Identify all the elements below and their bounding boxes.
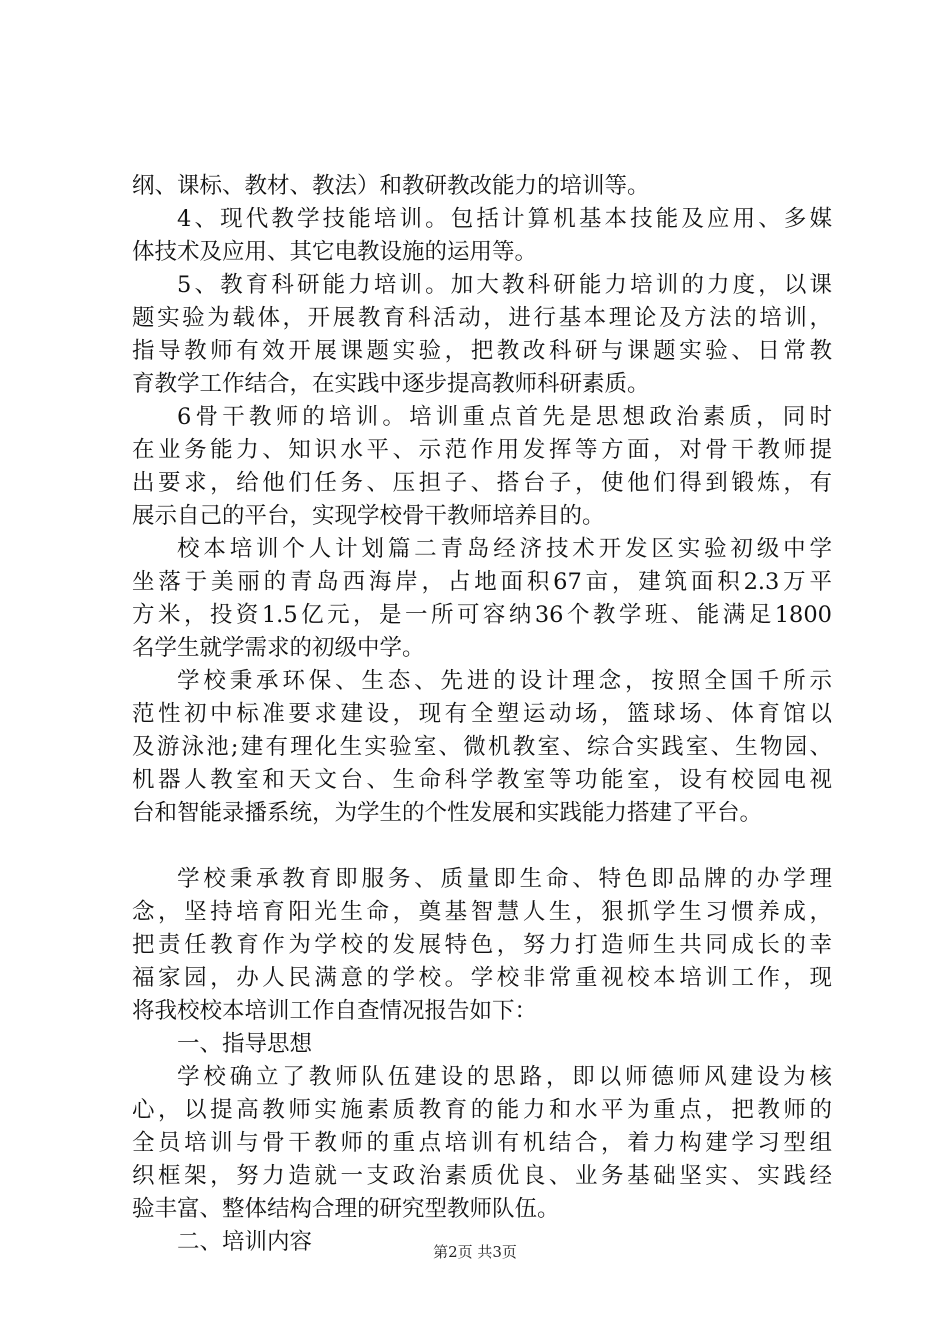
paragraph-line: 4、现代教学技能培训。包括计算机基本技能及应用、多媒 (177, 206, 832, 232)
paragraph-line: 校本培训个人计划篇二青岛经济技术开发区实验初级中学 (177, 536, 832, 562)
page-footer: 第2页 共3页 (433, 1243, 517, 1261)
paragraph-line: 题实验为载体，开展教育科活动，进行基本理论及方法的培训， (132, 305, 832, 331)
paragraph-line: 育教学工作结合，在实践中逐步提高教师科研素质。 (132, 371, 650, 397)
paragraph-line: 体技术及应用、其它电教设施的运用等。 (132, 239, 538, 265)
paragraph-line: 指导教师有效开展课题实验，把教改科研与课题实验、日常教 (132, 338, 832, 364)
paragraph-line: 台和智能录播系统，为学生的个性发展和实践能力搭建了平台。 (132, 800, 763, 826)
paragraph-line: 5、教育科研能力培训。加大教科研能力培训的力度，以课 (177, 272, 832, 298)
paragraph-line: 6骨干教师的培训。培训重点首先是思想政治素质，同时 (177, 404, 832, 430)
document-body (132, 170, 832, 1259)
paragraph-line: 方米，投资1.5亿元，是一所可容纳36个教学班、能满足1800 (132, 602, 832, 628)
paragraph-line: 范性初中标准要求建设，现有全塑运动场，篮球场、体育馆以 (132, 701, 832, 727)
paragraph-line: 将我校校本培训工作自查情况报告如下： (132, 998, 538, 1024)
paragraph-line: 织框架，努力造就一支政治素质优良、业务基础坚实、实践经 (132, 1163, 832, 1189)
paragraph-line: 出要求，给他们任务、压担子、搭台子，使他们得到锻炼，有 (132, 470, 832, 496)
section-heading: 二、培训内容 (177, 1229, 313, 1255)
section-heading: 一、指导思想 (177, 1031, 313, 1057)
paragraph-line: 机器人教室和天文台、生命科学教室等功能室，设有校园电视 (132, 767, 832, 793)
paragraph-line: 名学生就学需求的初级中学。 (132, 635, 425, 661)
paragraph-line: 学校秉承教育即服务、质量即生命、特色即品牌的办学理 (177, 866, 832, 892)
paragraph-line: 学校确立了教师队伍建设的思路，即以师德师风建设为核 (177, 1064, 832, 1090)
paragraph-line: 纲、课标、教材、教法）和教研教改能力的培训等。 (132, 173, 650, 199)
paragraph-line: 心，以提高教师实施素质教育的能力和水平为重点，把教师的 (132, 1097, 832, 1123)
paragraph-line: 展示自己的平台，实现学校骨干教师培养目的。 (132, 503, 605, 529)
paragraph-line: 验丰富、整体结构合理的研究型教师队伍。 (132, 1196, 560, 1222)
paragraph-line: 念，坚持培育阳光生命，奠基智慧人生，狠抓学生习惯养成， (132, 899, 832, 925)
paragraph-gap (132, 830, 832, 863)
paragraph-line: 福家园，办人民满意的学校。学校非常重视校本培训工作，现 (132, 965, 832, 991)
paragraph-line: 学校秉承环保、生态、先进的设计理念，按照全国千所示 (177, 668, 832, 694)
paragraph-line: 及游泳池;建有理化生实验室、微机教室、综合实践室、生物园、 (132, 734, 832, 760)
paragraph-line: 全员培训与骨干教师的重点培训有机结合，着力构建学习型组 (132, 1130, 832, 1156)
paragraph-line: 把责任教育作为学校的发展特色，努力打造师生共同成长的幸 (132, 932, 832, 958)
paragraph-line: 坐落于美丽的青岛西海岸，占地面积67亩，建筑面积2.3万平 (132, 569, 832, 595)
paragraph-line: 在业务能力、知识水平、示范作用发挥等方面，对骨干教师提 (132, 437, 832, 463)
